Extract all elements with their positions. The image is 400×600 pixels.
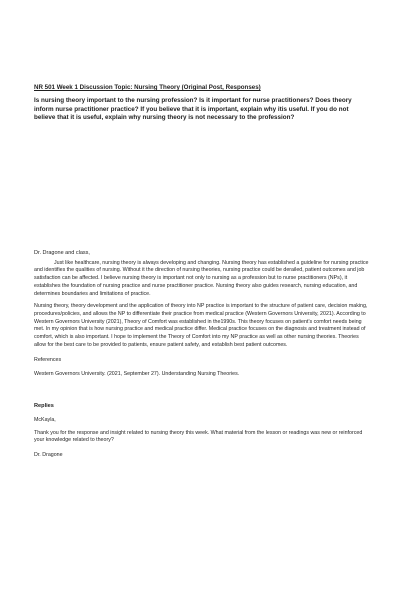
- reply-signature: Dr. Dragone: [34, 451, 63, 458]
- post-paragraph-2: Nursing theory, theory development and the application of theory into NP practice is important to the structure of patient care, decision making, procedures/policies, and allows the NP to differentiate their practice from medical practice (Western Governors University, 2021). According to Western Governors University (2021), Theory of Comfort was established in the1990s. This theory focuses on patient’s comfort needs being met. In my opinion that is how nursing practice and medical practice differ. Medical practice focuses on the diagnosis and treatment instead of comfort, which is also important. I hope to implement the Theory of Comfort into my NP practice as well as other nursing theories. Theories allow for the best care to be provided to patients, ensure patient safety, and establish best patient outcomes.: [34, 303, 368, 348]
- replies-heading: Replies: [34, 402, 54, 409]
- post-greeting: Dr. Dragone and class,: [34, 249, 90, 256]
- document-content: [34, 84, 370, 459]
- reply-addressee: McKayla,: [34, 416, 56, 423]
- references-heading: References: [34, 356, 62, 363]
- reply-body: Thank you for the response and insight related to nursing theory this week. What material from the lesson or readings was new or reinforced your knowledge related to theory?: [34, 429, 363, 444]
- reference-item: Western Governors University. (2021, September 27). Understanding Nursing Theories.: [34, 370, 240, 377]
- discussion-question: Is nursing theory important to the nursing profession? Is it important for nurse practitioners? Does theory inform nurse practitioner practice? If you believe that it is important, explain why itis useful. If you do not believe that it is useful, explain why nursing theory is not necessary to the profession?: [34, 97, 352, 122]
- document-heading: NR 501 Week 1 Discussion Topic: Nursing Theory (Original Post, Responses): [34, 84, 261, 91]
- post-paragraph-1: Just like healthcare, nursing theory is always developing and changing. Nursing theory has established a guideline for nursing practice and identifies the qualities of nursing. Without it the direction of nursing theories, nursing practice could be derailed, patient outcomes and job satisfaction can be affected. I believe nursing theory is important not only to nursing as a profession but to nurse practitioners (NPs), it establishes the foundation of nursing practice and nurse practitioner practice. Nursing theory also guides research, nursing education, and determines boundaries and limitations of practice.: [34, 259, 369, 297]
